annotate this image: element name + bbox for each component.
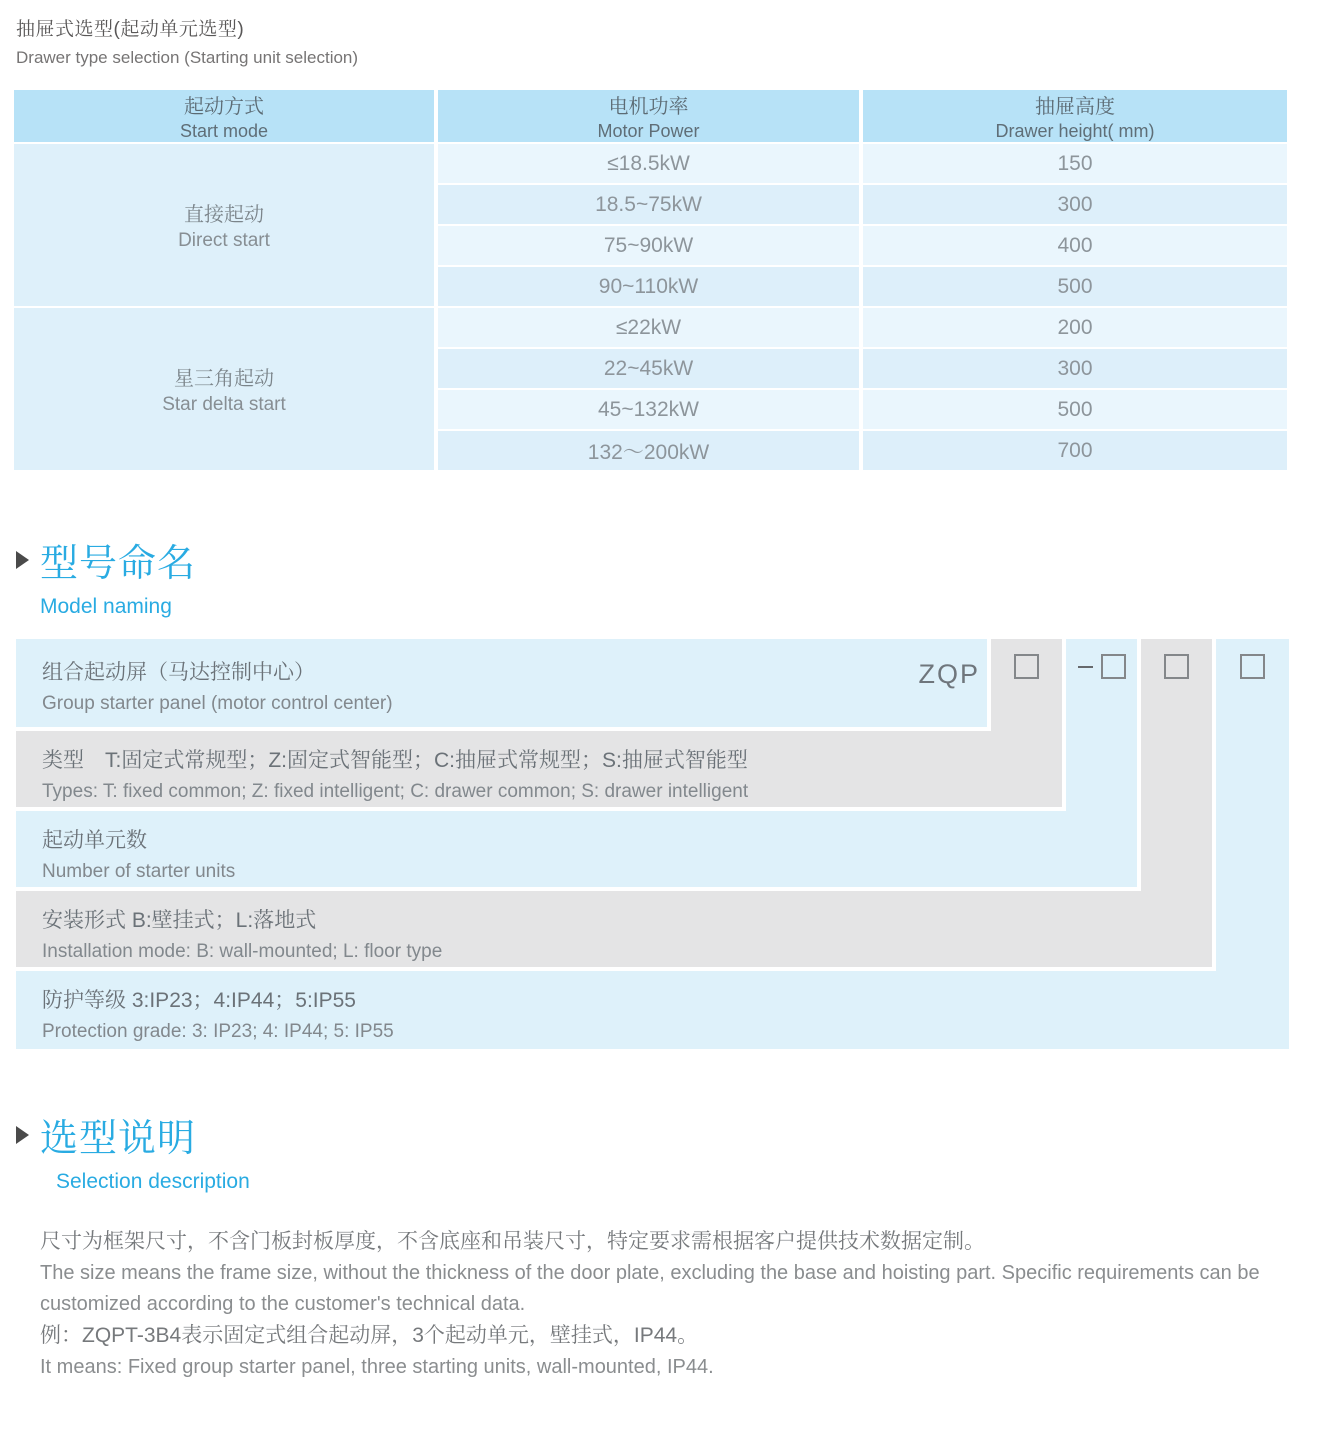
model-code-prefix: ZQP <box>918 659 980 689</box>
naming-band-starter-units <box>16 811 1137 887</box>
column-header-motor-power <box>438 90 859 142</box>
description-line-en: It means: Fixed group starter panel, three starting units, wall-mounted, IP44. <box>40 1356 714 1378</box>
naming-band-en: Installation mode: B: wall-mounted; L: floor type <box>42 941 443 962</box>
naming-band-en: Number of starter units <box>42 861 236 882</box>
description-line-zh: 例：ZQPT-3B4表示固定式组合起动屏，3个起动单元，壁挂式，IP44。 <box>40 1324 699 1347</box>
naming-band-group-starter-panel <box>16 639 987 727</box>
table-row <box>14 144 1287 183</box>
code-slot-box-4 <box>1240 654 1265 679</box>
naming-band-installation-mode <box>16 891 1212 967</box>
model-naming-heading <box>16 532 1322 587</box>
column-header-en: Drawer height( mm) <box>995 121 1155 141</box>
naming-band-types <box>16 731 1062 807</box>
code-slot-box-2 <box>1101 654 1126 679</box>
drawer-height-cell: 300 <box>863 349 1287 388</box>
motor-power-cell: 90~110kW <box>438 267 859 306</box>
drawer-selection-table <box>10 88 1291 472</box>
code-slot-box-3 <box>1164 654 1189 679</box>
dash-separator <box>1078 666 1093 668</box>
section-title-zh: 型号命名 <box>40 543 197 585</box>
naming-band-en: Protection grade: 3: IP23; 4: IP44; 5: IP55 <box>42 1021 394 1042</box>
start-mode-zh: 直接起动 <box>184 204 264 226</box>
section-title-en: Selection description <box>56 1170 250 1193</box>
column-header-zh: 抽屉高度 <box>1035 96 1115 118</box>
drawer-height-cell: 700 <box>863 431 1287 470</box>
column-header-start-mode <box>14 90 434 142</box>
section-title-en: Model naming <box>40 595 172 618</box>
description-line-en: The size means the frame size, without the thickness of the door plate, excluding the base and hoisting part. Specific requirements can be customized according to the customer's technical data. <box>40 1262 1260 1315</box>
code-slot-box-1 <box>1014 654 1039 679</box>
naming-band-zh: 防护等级 3:IP23；4:IP44；5:IP55 <box>42 989 356 1012</box>
naming-band-en: Group starter panel (motor control center) <box>42 693 393 714</box>
motor-power-cell: ≤22kW <box>438 308 859 347</box>
drawer-height-cell: 300 <box>863 185 1287 224</box>
motor-power-cell: 75~90kW <box>438 226 859 265</box>
motor-power-cell: 132～200kW <box>438 431 859 470</box>
column-header-zh: 电机功率 <box>608 96 689 118</box>
naming-band-zh: 类型 T:固定式常规型；Z:固定式智能型；C:抽屉式常规型；S:抽屉式智能型 <box>42 749 748 772</box>
start-mode-cell-direct <box>14 144 434 306</box>
page-title-zh: 抽屉式选型(起动单元选型) <box>16 19 245 40</box>
section-marker-icon <box>16 551 29 569</box>
start-mode-en: Direct start <box>178 230 270 251</box>
naming-band-en: Types: T: fixed common; Z: fixed intelligent; C: drawer common; S: drawer intelligent <box>42 781 749 802</box>
selection-description-heading <box>16 1107 1322 1162</box>
page-title-en: Drawer type selection (Starting unit selection) <box>16 48 359 67</box>
motor-power-cell: 18.5~75kW <box>438 185 859 224</box>
selection-description-text <box>40 1226 1294 1383</box>
start-mode-en: Star delta start <box>162 394 286 415</box>
column-header-en: Start mode <box>179 121 269 141</box>
naming-band-zh: 起动单元数 <box>42 829 147 852</box>
start-mode-zh: 星三角起动 <box>174 368 274 390</box>
start-mode-cell-star-delta <box>14 308 434 470</box>
drawer-height-cell: 400 <box>863 226 1287 265</box>
drawer-height-cell: 500 <box>863 267 1287 306</box>
description-line-zh: 尺寸为框架尺寸，不含门板封板厚度，不含底座和吊装尺寸，特定要求需根据客户提供技术数据定制。 <box>40 1230 985 1253</box>
naming-band-zh: 组合起动屏（马达控制中心） <box>42 661 315 684</box>
drawer-height-cell: 500 <box>863 390 1287 429</box>
column-header-drawer-height <box>863 90 1287 142</box>
drawer-height-cell: 200 <box>863 308 1287 347</box>
section-marker-icon <box>16 1126 29 1144</box>
motor-power-cell: 45~132kW <box>438 390 859 429</box>
naming-band-zh: 安装形式 B:壁挂式；L:落地式 <box>42 909 317 932</box>
motor-power-cell: ≤18.5kW <box>438 144 859 183</box>
model-naming-diagram <box>16 639 1290 1049</box>
motor-power-cell: 22~45kW <box>438 349 859 388</box>
section-title-zh: 选型说明 <box>40 1118 197 1160</box>
table-header-row <box>14 90 1287 142</box>
column-header-zh: 起动方式 <box>184 96 264 118</box>
column-header-en: Motor Power <box>597 121 700 141</box>
drawer-height-cell: 150 <box>863 144 1287 183</box>
naming-band-protection-grade <box>16 971 1289 1049</box>
table-row <box>14 308 1287 347</box>
